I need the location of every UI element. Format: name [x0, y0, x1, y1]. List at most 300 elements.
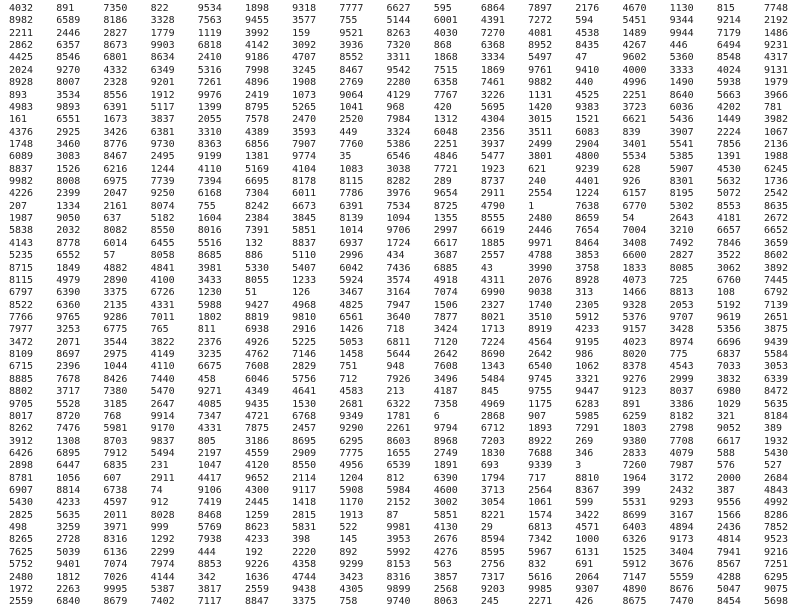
grid-cell: 4918 [433, 274, 458, 286]
grid-cell: 2647 [150, 398, 175, 410]
grid-cell: 3375 [292, 596, 317, 608]
grid-cell: 1233 [292, 274, 317, 286]
grid-cell: 926 [622, 176, 641, 188]
grid-cell: 3801 [528, 151, 553, 163]
grid-cell: 5851 [433, 509, 458, 521]
grid-cell: 3054 [480, 497, 505, 509]
grid-cell: 912 [150, 497, 169, 509]
grid-cell: 1175 [528, 398, 553, 410]
grid-cell: 7033 [716, 361, 741, 373]
grid-cell: 9226 [244, 559, 270, 571]
grid-cell: 1 [528, 200, 535, 212]
grid-cell: 6391 [339, 200, 364, 212]
grid-cell: 7147 [622, 571, 647, 583]
grid-cell: 7270 [480, 27, 505, 39]
grid-cell: 6339 [764, 373, 789, 385]
grid-cell: 1449 [716, 114, 741, 126]
grid-cell: 948 [386, 361, 405, 373]
grid-cell: 6283 [575, 398, 600, 410]
grid-cell: 9439 [764, 336, 789, 348]
grid-cell: 8810 [575, 472, 600, 484]
grid-cell: 1224 [575, 188, 600, 200]
grid-cell: 8813 [669, 287, 694, 299]
grid-cell: 1029 [716, 398, 741, 410]
grid-cell: 5169 [244, 163, 270, 175]
grid-cell: 7291 [575, 423, 600, 435]
grid-cell: 2749 [433, 447, 458, 459]
grid-cell: 7445 [764, 274, 789, 286]
grid-cell: 5387 [150, 583, 175, 595]
grid-cell: 2520 [339, 114, 364, 126]
grid-cell: 3936 [339, 40, 364, 52]
grid-cell: 588 [716, 447, 735, 459]
grid-cell: 7304 [244, 188, 270, 200]
grid-cell: 1391 [716, 151, 741, 163]
grid-cell: 3210 [669, 225, 694, 237]
grid-cell: 8928 [575, 274, 600, 286]
grid-cell: 4110 [150, 361, 175, 373]
grid-cell: 8623 [244, 522, 270, 534]
grid-cell: 5376 [622, 311, 647, 323]
grid-cell: 2197 [197, 447, 222, 459]
grid-cell: 8378 [622, 361, 647, 373]
grid-cell: 4079 [669, 447, 694, 459]
grid-cell: 2161 [103, 200, 128, 212]
grid-cell: 3386 [669, 398, 694, 410]
grid-cell: 2376 [197, 336, 222, 348]
grid-cell: 2559 [244, 583, 270, 595]
grid-cell: 7767 [433, 89, 458, 101]
grid-cell: 2328 [103, 77, 128, 89]
grid-cell: 8016 [197, 225, 222, 237]
grid-cell: 5756 [292, 373, 317, 385]
grid-cell: 6295 [339, 435, 364, 447]
grid-cell: 2047 [103, 188, 128, 200]
grid-cell: 1898 [244, 3, 270, 14]
grid-cell: 3676 [669, 559, 694, 571]
grid-cell: 1073 [292, 89, 317, 101]
grid-cell: 2495 [150, 151, 175, 163]
grid-cell: 8468 [197, 509, 222, 521]
grid-cell: 8426 [103, 373, 128, 385]
grid-cell: 5644 [386, 349, 411, 361]
grid-cell: 3472 [9, 336, 34, 348]
grid-cell: 1399 [197, 101, 222, 113]
grid-cell: 2684 [764, 472, 789, 484]
grid-cell: 6797 [9, 287, 34, 299]
grid-cell: 4073 [622, 274, 647, 286]
grid-cell: 29 [480, 522, 493, 534]
grid-cell: 8467 [103, 151, 128, 163]
grid-cell: 9810 [292, 311, 317, 323]
grid-cell: 5851 [292, 225, 317, 237]
grid-cell: 3544 [103, 336, 128, 348]
grid-cell: 9976 [197, 89, 222, 101]
grid-cell: 1979 [764, 77, 789, 89]
grid-cell: 3837 [150, 114, 175, 126]
grid-cell: 9203 [480, 583, 505, 595]
grid-cell: 2135 [103, 299, 128, 311]
grid-cell: 4311 [480, 274, 505, 286]
grid-cell: 3717 [56, 386, 81, 398]
grid-cell: 1868 [433, 52, 458, 64]
grid-cell: 9882 [528, 77, 553, 89]
grid-cell: 159 [292, 27, 311, 39]
grid-cell: 1067 [764, 126, 789, 138]
grid-cell: 2911 [480, 188, 505, 200]
grid-cell: 6600 [622, 250, 647, 262]
grid-cell: 1420 [528, 101, 553, 113]
grid-cell: 8737 [480, 176, 505, 188]
grid-cell: 9195 [575, 336, 600, 348]
grid-cell: 8837 [9, 163, 34, 175]
grid-cell: 5225 [292, 336, 317, 348]
grid-cell: 6322 [386, 398, 411, 410]
grid-cell: 8603 [386, 435, 411, 447]
grid-cell: 4670 [622, 3, 647, 14]
grid-cell: 1803 [622, 423, 647, 435]
grid-cell: 1130 [669, 3, 694, 14]
grid-cell: 7947 [386, 299, 411, 311]
grid-cell: 4081 [528, 27, 553, 39]
grid-cell: 751 [339, 361, 358, 373]
grid-cell: 1061 [528, 497, 553, 509]
grid-cell: 4317 [764, 52, 789, 64]
grid-cell: 5838 [9, 225, 34, 237]
grid-cell: 576 [716, 460, 735, 472]
grid-cell: 5039 [56, 546, 81, 558]
grid-cell: 845 [480, 386, 499, 398]
grid-cell: 6792 [764, 287, 789, 299]
grid-cell: 3333 [669, 64, 694, 76]
grid-cell: 1964 [622, 472, 647, 484]
grid-cell: 3713 [480, 485, 505, 497]
grid-cell: 7272 [528, 15, 553, 27]
grid-cell: 5072 [716, 188, 741, 200]
grid-cell: 1244 [150, 163, 175, 175]
grid-cell: 1014 [339, 225, 364, 237]
grid-cell: 3912 [9, 435, 34, 447]
grid-cell: 4969 [480, 398, 505, 410]
grid-cell: 4129 [386, 89, 411, 101]
grid-cell: 1987 [9, 213, 34, 225]
grid-cell: 6349 [150, 64, 175, 76]
grid-cell: 7074 [433, 287, 458, 299]
grid-cell: 8008 [56, 176, 81, 188]
grid-cell: 1381 [244, 151, 270, 163]
grid-cell: 5192 [716, 299, 741, 311]
grid-cell: 5984 [386, 485, 411, 497]
grid-cell: 5663 [716, 89, 741, 101]
grid-cell: 3845 [292, 213, 317, 225]
grid-cell: 8885 [9, 373, 34, 385]
grid-cell: 5386 [386, 138, 411, 150]
grid-cell: 1000 [575, 534, 600, 546]
grid-cell: 8037 [669, 386, 694, 398]
grid-cell: 8679 [103, 596, 128, 608]
grid-cell: 3976 [386, 188, 411, 200]
grid-cell: 7688 [528, 447, 553, 459]
grid-cell: 4085 [197, 398, 222, 410]
grid-cell: 8467 [339, 64, 364, 76]
grid-cell: 4331 [197, 423, 222, 435]
grid-cell: 6426 [9, 447, 34, 459]
grid-cell: 8837 [292, 237, 317, 249]
grid-cell: 9050 [56, 213, 81, 225]
grid-cell: 4288 [716, 571, 741, 583]
grid-cell: 1418 [292, 497, 317, 509]
grid-cell: 868 [433, 40, 452, 52]
grid-cell: 7608 [244, 361, 270, 373]
grid-cell: 1259 [244, 509, 270, 521]
grid-cell: 6245 [764, 163, 789, 175]
grid-cell: 8522 [9, 299, 34, 311]
grid-cell: 4300 [244, 485, 270, 497]
grid-cell: 458 [197, 373, 216, 385]
grid-cell: 7846 [716, 237, 741, 249]
grid-cell: 6390 [433, 472, 458, 484]
grid-cell: 4030 [433, 27, 458, 39]
grid-cell: 3401 [622, 138, 647, 150]
grid-cell: 8553 [716, 200, 741, 212]
grid-cell: 5117 [150, 101, 175, 113]
grid-cell: 8952 [528, 40, 553, 52]
grid-cell: 3092 [292, 40, 317, 52]
grid-cell: 6360 [56, 299, 81, 311]
grid-cell: 4233 [244, 534, 270, 546]
grid-cell: 5477 [480, 151, 505, 163]
grid-cell: 2024 [9, 64, 34, 76]
grid-cell: 693 [480, 460, 499, 472]
grid-cell: 3522 [716, 250, 741, 262]
grid-cell: 4331 [150, 299, 175, 311]
grid-cell: 6856 [244, 138, 270, 150]
grid-cell: 4530 [716, 163, 741, 175]
grid-cell: 8007 [56, 77, 81, 89]
grid-cell: 7203 [480, 435, 505, 447]
grid-cell: 6216 [103, 163, 128, 175]
grid-cell: 2251 [622, 89, 647, 101]
grid-cell: 108 [716, 287, 735, 299]
grid-cell: 7117 [197, 596, 222, 608]
grid-cell: 9318 [292, 3, 317, 14]
grid-cell: 9765 [56, 311, 81, 323]
grid-cell: 594 [575, 15, 594, 27]
grid-cell: 9293 [669, 497, 694, 509]
grid-cell: 839 [622, 126, 641, 138]
grid-cell: 3990 [528, 262, 553, 274]
grid-cell: 4762 [244, 349, 270, 361]
grid-cell: 4571 [575, 522, 600, 534]
grid-cell: 1230 [197, 287, 222, 299]
grid-cell: 3981 [197, 262, 222, 274]
grid-cell: 4790 [480, 200, 505, 212]
grid-cell: 2564 [528, 485, 553, 497]
grid-cell: 2925 [56, 126, 81, 138]
grid-cell: 3822 [150, 336, 175, 348]
grid-cell: 2384 [244, 213, 270, 225]
grid-cell: 9654 [433, 188, 458, 200]
grid-cell: 8556 [103, 89, 128, 101]
grid-cell: 449 [339, 126, 358, 138]
grid-cell: 9774 [292, 151, 317, 163]
grid-cell: 6712 [480, 423, 505, 435]
grid-cell: 7470 [669, 596, 694, 608]
grid-cell: 7534 [386, 200, 411, 212]
grid-cell: 595 [433, 3, 452, 14]
grid-cell: 3226 [480, 89, 505, 101]
grid-cell: 5698 [764, 596, 789, 608]
grid-cell: 9131 [764, 64, 789, 76]
grid-cell: 6083 [575, 126, 600, 138]
grid-cell: 9123 [622, 386, 647, 398]
grid-cell: 1736 [764, 176, 789, 188]
grid-cell: 9383 [575, 101, 600, 113]
grid-cell: 7436 [386, 262, 411, 274]
grid-cell: 8115 [9, 274, 34, 286]
grid-cell: 2071 [56, 336, 81, 348]
grid-cell: 57 [103, 250, 116, 262]
grid-cell: 6494 [716, 40, 741, 52]
grid-cell: 5831 [292, 522, 317, 534]
grid-cell: 9837 [150, 435, 175, 447]
grid-cell: 8301 [669, 176, 694, 188]
grid-cell: 2827 [103, 27, 128, 39]
grid-cell: 3328 [150, 15, 175, 27]
grid-cell: 2642 [433, 349, 458, 361]
grid-cell: 1833 [622, 262, 647, 274]
grid-cell: 3433 [197, 274, 222, 286]
grid-cell: 6447 [56, 460, 81, 472]
grid-cell: 8021 [480, 311, 505, 323]
grid-cell: 387 [716, 485, 735, 497]
grid-cell: 3185 [103, 398, 128, 410]
grid-cell: 1673 [103, 114, 128, 126]
grid-cell: 2152 [386, 497, 411, 509]
grid-cell: 6617 [716, 435, 741, 447]
grid-cell: 3892 [764, 262, 789, 274]
grid-cell: 2728 [56, 534, 81, 546]
grid-cell: 4583 [339, 386, 364, 398]
grid-cell: 3310 [197, 126, 222, 138]
grid-cell: 6775 [103, 324, 128, 336]
grid-cell: 5769 [197, 522, 222, 534]
grid-cell: 3186 [244, 435, 270, 447]
grid-cell: 6552 [56, 250, 81, 262]
grid-cell: 3907 [669, 126, 694, 138]
grid-cell: 5541 [669, 138, 694, 150]
grid-cell: 9755 [528, 386, 553, 398]
grid-cell: 9307 [575, 583, 600, 595]
grid-cell: 1334 [56, 200, 81, 212]
grid-cell: 9556 [716, 497, 741, 509]
grid-cell: 6326 [622, 534, 647, 546]
grid-cell: 2419 [244, 89, 270, 101]
grid-cell: 5316 [197, 64, 222, 76]
grid-cell: 8819 [244, 311, 270, 323]
grid-cell: 907 [528, 410, 547, 422]
grid-cell: 1062 [575, 361, 600, 373]
grid-cell: 2681 [339, 398, 364, 410]
grid-cell: 4332 [103, 64, 128, 76]
grid-cell: 6259 [622, 410, 647, 422]
grid-cell: 7926 [386, 373, 411, 385]
grid-cell: 3164 [386, 287, 411, 299]
grid-cell: 7224 [480, 336, 505, 348]
grid-cell: 4401 [575, 176, 600, 188]
grid-cell: 1885 [480, 237, 505, 249]
grid-cell: 3172 [669, 472, 694, 484]
grid-cell: 2909 [292, 447, 317, 459]
grid-cell: 6551 [56, 114, 81, 126]
grid-cell: 2299 [150, 546, 175, 558]
grid-cell: 1486 [764, 27, 789, 39]
grid-cell: 6295 [764, 571, 789, 583]
grid-cell: 7476 [56, 423, 81, 435]
grid-cell: 6368 [480, 40, 505, 52]
grid-cell: 35 [339, 151, 352, 163]
grid-cell: 2996 [339, 250, 364, 262]
grid-cell: 7974 [150, 559, 175, 571]
grid-cell: 7638 [575, 200, 600, 212]
grid-cell: 1170 [339, 497, 364, 509]
grid-cell: 2904 [575, 138, 600, 150]
grid-cell: 8186 [103, 15, 128, 27]
grid-cell: 2432 [669, 485, 694, 497]
grid-cell: 9170 [150, 423, 175, 435]
grid-cell: 8673 [103, 40, 128, 52]
grid-cell: 2542 [764, 188, 789, 200]
grid-cell: 6835 [103, 460, 128, 472]
grid-cell: 2457 [292, 423, 317, 435]
grid-cell: 8115 [339, 176, 364, 188]
grid-cell: 1094 [386, 213, 411, 225]
grid-cell: 207 [9, 200, 28, 212]
grid-cell: 1119 [197, 27, 222, 39]
grid-cell: 6131 [575, 546, 600, 558]
grid-cell: 1849 [56, 262, 81, 274]
grid-cell: 2410 [197, 52, 222, 64]
grid-cell: 4376 [9, 126, 34, 138]
grid-cell: 2064 [575, 571, 600, 583]
grid-cell: 4267 [622, 40, 647, 52]
grid-cell: 4926 [244, 336, 270, 348]
grid-cell: 2032 [56, 225, 81, 237]
grid-cell: 2916 [292, 324, 317, 336]
grid-cell: 822 [150, 3, 169, 14]
grid-cell: 1779 [150, 27, 175, 39]
grid-cell: 1047 [197, 460, 222, 472]
grid-cell: 3460 [56, 138, 81, 150]
grid-cell: 3853 [575, 250, 600, 262]
grid-cell: 5451 [622, 15, 647, 27]
grid-cell: 444 [197, 546, 216, 558]
grid-cell: 1526 [56, 163, 81, 175]
grid-cell: 9730 [150, 138, 175, 150]
grid-cell: 389 [764, 423, 783, 435]
grid-cell: 3321 [575, 373, 600, 385]
grid-cell: 8795 [244, 101, 270, 113]
grid-cell: 9427 [244, 299, 270, 311]
grid-cell: 1506 [433, 299, 458, 311]
grid-cell: 3015 [528, 114, 553, 126]
grid-cell: 5988 [197, 299, 222, 311]
grid-cell: 4600 [433, 485, 458, 497]
grid-cell: 4149 [150, 349, 175, 361]
grid-cell: 7912 [103, 447, 128, 459]
grid-cell: 8725 [433, 200, 458, 212]
grid-cell: 3245 [292, 64, 317, 76]
